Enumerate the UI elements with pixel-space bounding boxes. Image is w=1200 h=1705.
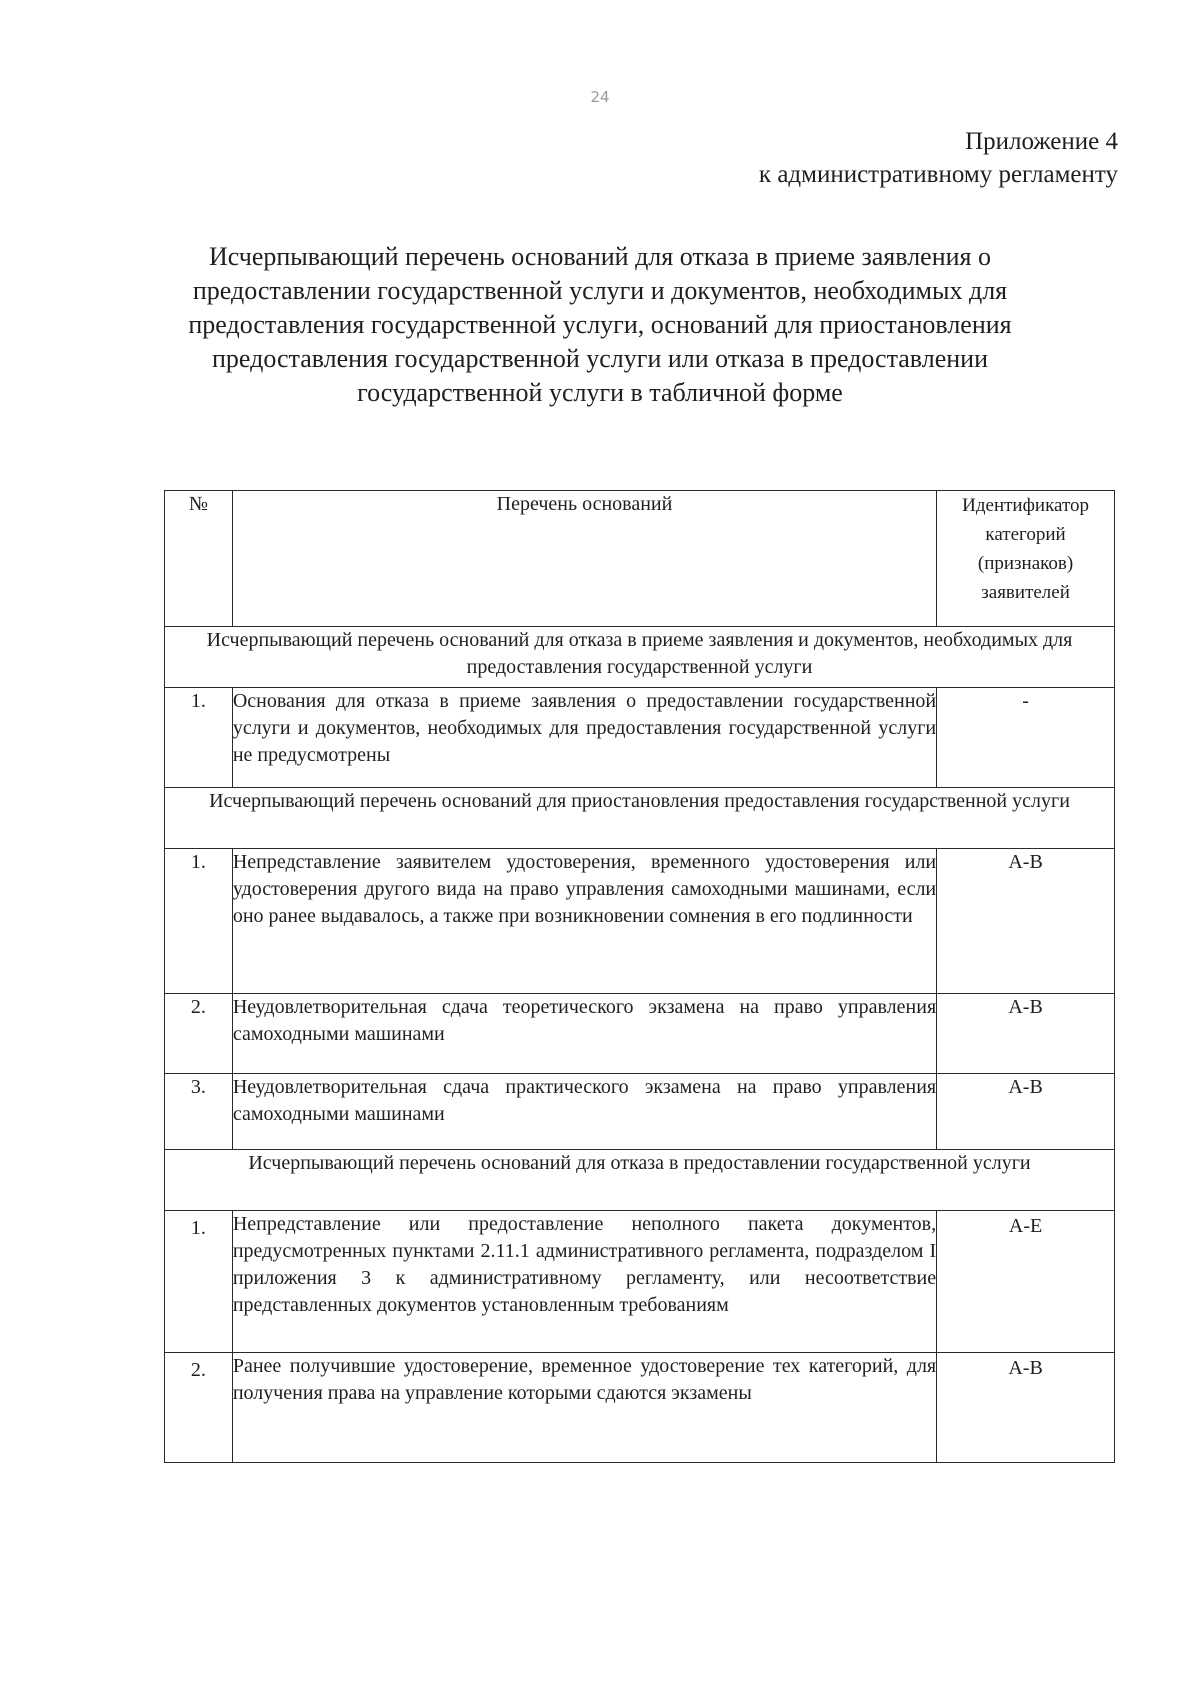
section-title: Исчерпывающий перечень оснований для приостановления предоставления государственной услуги [165,788,1115,849]
row-identifier: - [937,688,1115,788]
appendix-line1: Приложение 4 [965,128,1118,155]
document-title: Исчерпывающий перечень оснований для отказа в приеме заявления о предоставлении государственной услуги и документов, необходимых для предоставления государственной услуги, оснований для приостановления предоставления государственной услуги или отказа в предоставлении государственной услуги в табличной форме [188,242,1012,407]
row-text: Непредставление или предоставление неполного пакета документов, предусмотренных пунктами 2.11.1 административного регламента, подразделом I приложения 3 к административному регламенту, или несоответствие представленных документов установленным требованиям [232,1211,936,1353]
row-num: 1. [165,1211,233,1353]
header-grounds: Перечень оснований [232,491,936,627]
section-row [165,788,1115,849]
row-num: 1. [165,849,233,994]
row-num: 1. [165,688,233,788]
table-row [165,1353,1115,1463]
table-row [165,849,1115,994]
row-text: Неудовлетворительная сдача практического экзамена на право управления самоходными машинами [232,1074,936,1150]
table-row [165,1211,1115,1353]
header-identifier: Идентификатор категорий (признаков) заявителей [937,491,1115,627]
row-text: Основания для отказа в приеме заявления о предоставлении государственной услуги и документов, необходимых для предоставления государственной услуги не предусмотрены [232,688,936,788]
row-text: Непредставление заявителем удостоверения, временного удостоверения или удостоверения другого вида на право управления самоходными машинами, если оно ранее выдавалось, а также при возникновении сомнения в его подлинности [232,849,936,994]
header-num: № [165,491,233,627]
row-num: 3. [165,1074,233,1150]
row-identifier: А-В [937,1074,1115,1150]
table-row [165,994,1115,1074]
row-identifier: А-Е [937,1211,1115,1353]
section-row [165,1150,1115,1211]
row-text: Неудовлетворительная сдача теоретического экзамена на право управления самоходными машинами [232,994,936,1074]
row-num: 2. [165,994,233,1074]
table-row [165,1074,1115,1150]
appendix-line2: к административному регламенту [758,161,1118,188]
section-title: Исчерпывающий перечень оснований для отказа в предоставлении государственной услуги [165,1150,1115,1211]
row-num: 2. [165,1353,233,1463]
appendix-heading [759,125,1118,191]
section-row [165,627,1115,688]
page-number: 24 [590,88,610,106]
table-header-row [165,491,1115,627]
row-identifier: А-В [937,849,1115,994]
row-text: Ранее получившие удостоверение, временное удостоверение тех категорий, для получения права на управление которыми сдаются экзамены [232,1353,936,1463]
section-title: Исчерпывающий перечень оснований для отказа в приеме заявления и документов, необходимых для предоставления государственной услуги [165,627,1115,688]
grounds-table [164,490,1115,1463]
row-identifier: А-В [937,994,1115,1074]
row-identifier: А-В [937,1353,1115,1463]
table-row [165,688,1115,788]
